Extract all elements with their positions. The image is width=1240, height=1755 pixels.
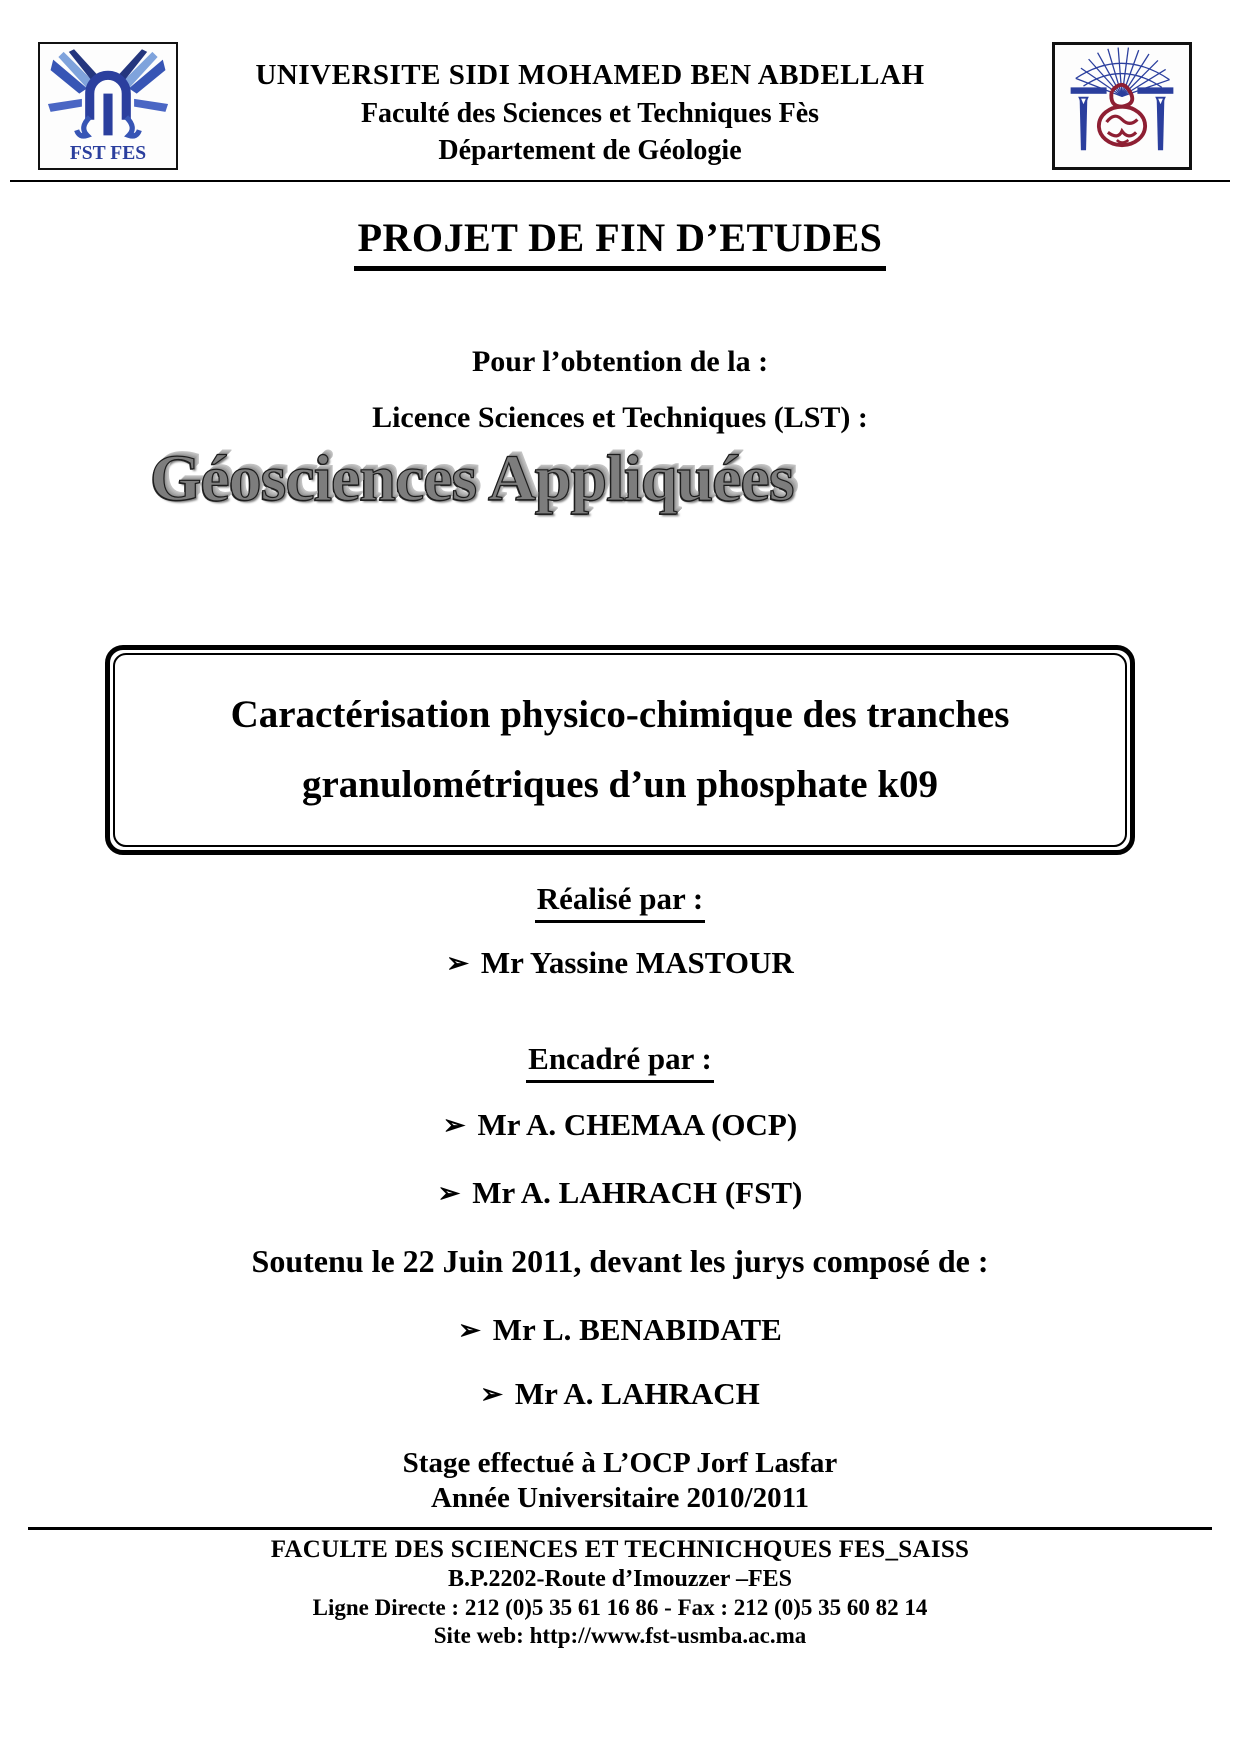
usmba-logo xyxy=(1052,42,1192,170)
footer-website-line xyxy=(0,1623,1240,1649)
arrow-bullet-icon: ➢ xyxy=(480,1379,503,1410)
jury-line xyxy=(0,1312,1240,1348)
footer-divider xyxy=(28,1527,1212,1530)
supervisor-name: Mr A. LAHRACH (FST) xyxy=(472,1175,803,1211)
department-name: Département de Géologie xyxy=(438,135,742,167)
supervisor-line xyxy=(0,1107,1240,1143)
specialty-wordart: Géosciences Appliquées xyxy=(150,442,794,515)
university-name: UNIVERSITE SIDI MOHAMED BEN ABDELLAH xyxy=(255,59,925,91)
supervisor-line xyxy=(0,1175,1240,1211)
thesis-title-box xyxy=(105,645,1135,855)
fst-fes-logo xyxy=(38,42,178,170)
thesis-title-line1: Caractérisation physico-chimique des tranches xyxy=(230,693,1010,736)
arrow-bullet-icon: ➢ xyxy=(437,1178,461,1209)
supervisor-name: Mr A. CHEMAA (OCP) xyxy=(477,1107,798,1143)
page-footer xyxy=(0,1536,1240,1649)
footer-faculty-name: FACULTE DES SCIENCES ET TECHNICHQUES FES_SAISS xyxy=(270,1535,970,1563)
cover-content xyxy=(0,214,1240,1515)
encadre-par-label: Encadré par : xyxy=(0,1041,1240,1083)
faculty-name: Faculté des Sciences et Techniques Fès xyxy=(360,97,820,129)
defense-line: Soutenu le 22 Juin 2011, devant les jurys composé de : xyxy=(251,1243,989,1280)
footer-phone-fax: Ligne Directe : 212 (0)5 35 61 16 86 - Fax : 212 (0)5 35 60 82 14 xyxy=(312,1594,928,1620)
internship-line: Stage effectué à L’OCP Jorf Lasfar xyxy=(402,1447,838,1480)
website-link[interactable]: http://www.fst-usmba.ac.ma xyxy=(529,1622,807,1648)
jury-member-name: Mr L. BENABIDATE xyxy=(492,1312,782,1348)
arrow-bullet-icon: ➢ xyxy=(442,1110,466,1141)
document-type-title: PROJET DE FIN D’ETUDES xyxy=(0,214,1240,271)
jury-member-name: Mr A. LAHRACH xyxy=(514,1376,760,1412)
page-header xyxy=(0,0,1240,172)
degree-line: Licence Sciences et Techniques (LST) : xyxy=(372,401,868,434)
website-label: Site web: xyxy=(433,1622,524,1648)
fst-fes-logo-icon xyxy=(40,44,176,168)
arrow-bullet-icon: ➢ xyxy=(458,1315,481,1346)
author-name: Mr Yassine MASTOUR xyxy=(480,945,794,981)
jury-line xyxy=(0,1376,1240,1412)
fst-logo-caption: FST FES xyxy=(69,142,147,164)
purpose-line: Pour l’obtention de la : xyxy=(471,345,769,378)
academic-year-line: Année Universitaire 2010/2011 xyxy=(430,1481,810,1514)
author-line xyxy=(0,945,1240,981)
realise-par-label: Réalisé par : xyxy=(0,881,1240,923)
arrow-bullet-icon: ➢ xyxy=(446,948,469,979)
footer-address: B.P.2202-Route d’Imouzzer –FES xyxy=(448,1565,792,1592)
institution-block xyxy=(190,56,990,170)
header-divider xyxy=(10,180,1230,182)
usmba-logo-icon xyxy=(1055,45,1189,167)
thesis-title-line2: granulométriques d’un phosphate k09 xyxy=(301,763,939,807)
